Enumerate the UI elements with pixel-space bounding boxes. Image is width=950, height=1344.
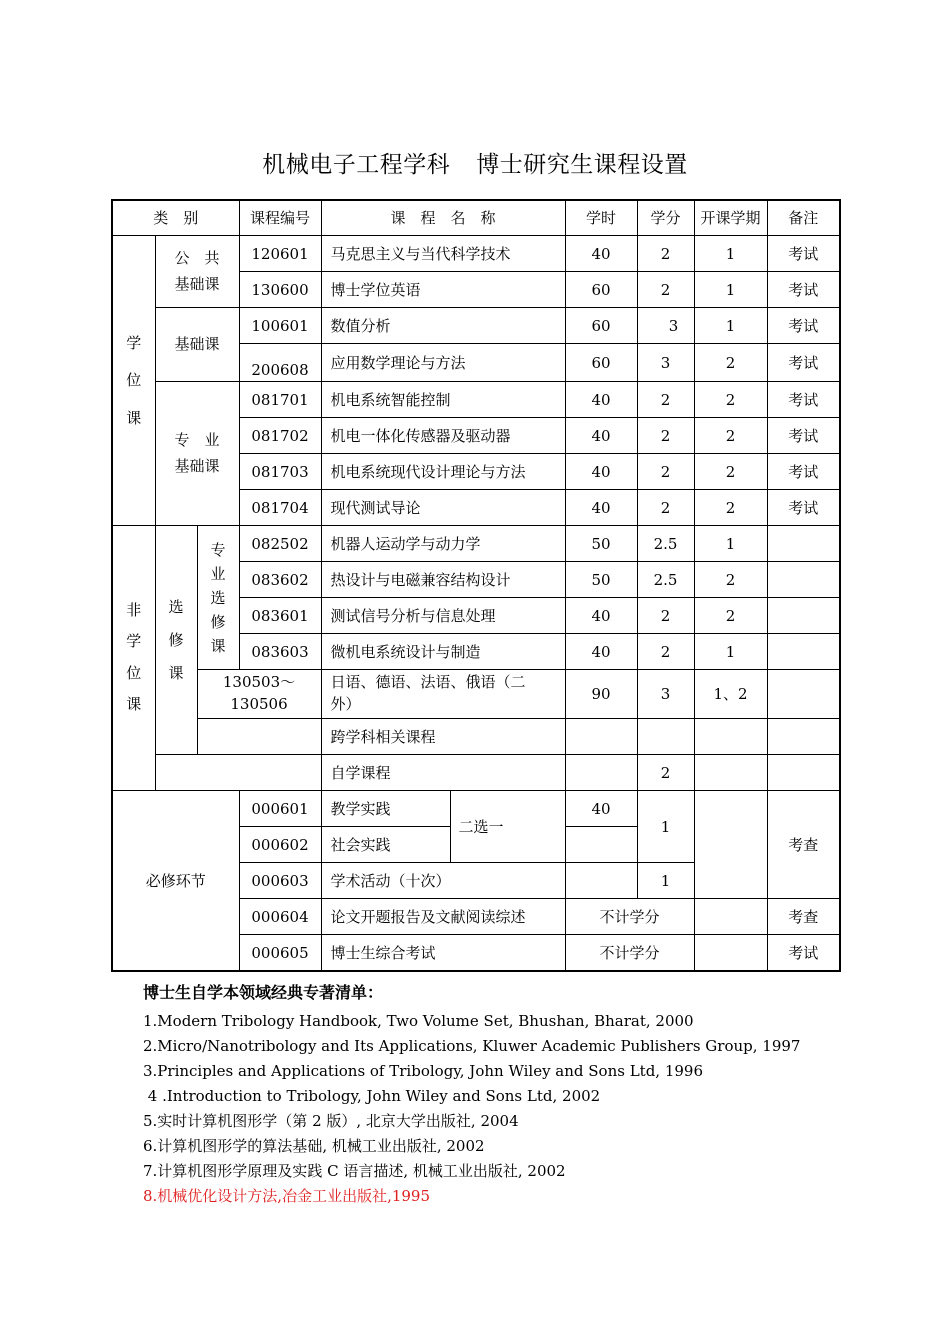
book-list [143,980,903,1209]
course-note: 考试 [767,272,840,308]
course-credits: 3 [637,308,694,344]
course-code: 082502 [239,526,321,562]
course-table [111,199,841,972]
book-item-highlighted: 8.机械优化设计方法,冶金工业出版社,1995 [143,1187,431,1205]
group-major-basic: 专 业 基础课 [155,382,239,526]
book-item: 5.实时计算机图形学（第 2 版）, 北京大学出版社, 2004 [143,1112,519,1130]
course-note: 考试 [767,308,840,344]
course-note: 考查 [767,899,840,935]
course-semester: 1 [694,236,767,272]
course-hours [565,755,637,791]
course-name: 学术活动（十次） [321,863,565,899]
course-note [767,562,840,598]
course-name: 自学课程 [321,755,565,791]
course-semester: 1、2 [694,670,767,719]
group-required: 必修环节 [112,791,239,972]
course-name: 社会实践 [321,827,450,863]
course-code: 083601 [239,598,321,634]
course-note [767,719,840,755]
course-hours: 40 [565,791,637,827]
page-title [0,146,950,179]
course-hours: 40 [565,382,637,418]
course-code: 130600 [239,272,321,308]
course-credits: 2 [637,598,694,634]
course-semester: 2 [694,562,767,598]
course-semester: 2 [694,418,767,454]
course-semester [694,935,767,972]
course-credits: 2 [637,755,694,791]
course-note [767,634,840,670]
table-row [112,236,840,272]
course-hours [565,863,637,899]
course-note: 考试 [767,382,840,418]
course-name: 论文开题报告及文献阅读综述 [321,899,565,935]
course-note: 考试 [767,418,840,454]
header-name: 课 程 名 称 [321,200,565,236]
book-item: 2.Micro/Nanotribology and Its Applications, Kluwer Academic Publishers Group, 1997 [143,1037,801,1055]
group-degree: 学 位 课 [112,236,155,526]
course-name: 机电系统智能控制 [321,382,565,418]
header-row [112,200,840,236]
course-note: 考试 [767,236,840,272]
course-hours: 60 [565,272,637,308]
course-code: 000603 [239,863,321,899]
course-hours: 40 [565,236,637,272]
course-code: 081704 [239,490,321,526]
course-note [767,755,840,791]
course-hours: 40 [565,418,637,454]
course-semester [694,791,767,899]
course-semester: 1 [694,308,767,344]
course-hours: 60 [565,344,637,382]
course-code [155,755,321,791]
course-code: 000601 [239,791,321,827]
choose-one-note: 二选一 [450,791,565,863]
table-row [112,526,840,562]
course-credits: 2 [637,490,694,526]
title-discipline: 机械电子工程学科 [262,152,451,178]
course-hours: 90 [565,670,637,719]
course-credits [637,719,694,755]
course-hours: 40 [565,490,637,526]
course-code: 083602 [239,562,321,598]
course-name: 机电一体化传感器及驱动器 [321,418,565,454]
group-nondegree: 非 学 位 课 [112,526,155,791]
course-credits: 3 [637,670,694,719]
header-code: 课程编号 [239,200,321,236]
course-semester [694,899,767,935]
course-semester: 1 [694,526,767,562]
course-code: 081702 [239,418,321,454]
group-public-basic: 公 共 基础课 [155,236,239,308]
course-hours: 40 [565,598,637,634]
header-note: 备注 [767,200,840,236]
course-name: 日语、德语、法语、俄语（二 外） [321,670,565,719]
course-code: 000605 [239,935,321,972]
course-credits: 2 [637,236,694,272]
course-credits: 不计学分 [565,899,694,935]
book-item: 1.Modern Tribology Handbook, Two Volume Set, Bhushan, Bharat, 2000 [143,1012,694,1030]
course-code: 100601 [239,308,321,344]
course-name: 跨学科相关课程 [321,719,565,755]
course-semester: 1 [694,272,767,308]
table-row [112,670,840,719]
course-credits: 不计学分 [565,935,694,972]
course-hours [565,827,637,863]
course-note: 考查 [767,791,840,899]
course-code: 083603 [239,634,321,670]
title-program: 博士研究生课程设置 [476,152,688,178]
table-row [112,755,840,791]
course-credits: 2 [637,454,694,490]
book-item: 6.计算机图形学的算法基础, 机械工业出版社, 2002 [143,1137,485,1155]
header-credits: 学分 [637,200,694,236]
course-hours: 50 [565,562,637,598]
course-name: 博士学位英语 [321,272,565,308]
group-elective: 选 修 课 [155,526,197,755]
course-credits: 2 [637,382,694,418]
group-major-elective: 专 业 选 修 课 [197,526,239,670]
course-name: 教学实践 [321,791,450,827]
header-semester: 开课学期 [694,200,767,236]
table-row [112,308,840,344]
course-name: 博士生综合考试 [321,935,565,972]
course-hours [565,719,637,755]
course-code: 130503～ 130506 [197,670,321,719]
course-code: 081703 [239,454,321,490]
course-hours: 60 [565,308,637,344]
course-note: 考试 [767,454,840,490]
course-semester: 2 [694,454,767,490]
course-note [767,598,840,634]
course-name: 热设计与电磁兼容结构设计 [321,562,565,598]
course-name: 马克思主义与当代科学技术 [321,236,565,272]
course-note [767,670,840,719]
course-name: 机器人运动学与动力学 [321,526,565,562]
course-semester: 2 [694,344,767,382]
table-row [112,791,840,827]
book-item: 3.Principles and Applications of Tribology, John Wiley and Sons Ltd, 1996 [143,1062,704,1080]
course-name: 数值分析 [321,308,565,344]
course-code: 000602 [239,827,321,863]
course-code [197,719,321,755]
table-row [112,382,840,418]
course-note: 考试 [767,490,840,526]
header-hours: 学时 [565,200,637,236]
course-note: 考试 [767,935,840,972]
course-semester: 1 [694,634,767,670]
course-code: 000604 [239,899,321,935]
course-hours: 50 [565,526,637,562]
table-row [112,719,840,755]
group-basic: 基础课 [155,308,239,382]
course-note [767,526,840,562]
book-item: 4 .Introduction to Tribology, John Wiley and Sons Ltd, 2002 [143,1087,601,1105]
course-credits: 3 [637,344,694,382]
course-credits: 1 [637,791,694,863]
course-note: 考试 [767,344,840,382]
course-semester: 2 [694,598,767,634]
course-name: 应用数学理论与方法 [321,344,565,382]
course-credits: 1 [637,863,694,899]
course-code: 081701 [239,382,321,418]
header-category: 类 别 [112,200,239,236]
course-semester: 2 [694,490,767,526]
course-code: 200608 [239,344,321,382]
course-credits: 2.5 [637,526,694,562]
course-semester: 2 [694,382,767,418]
course-credits: 2 [637,418,694,454]
course-credits: 2.5 [637,562,694,598]
course-name: 微机电系统设计与制造 [321,634,565,670]
course-credits: 2 [637,272,694,308]
course-name: 测试信号分析与信息处理 [321,598,565,634]
course-hours: 40 [565,634,637,670]
course-credits: 2 [637,634,694,670]
course-name: 机电系统现代设计理论与方法 [321,454,565,490]
course-name: 现代测试导论 [321,490,565,526]
course-semester [694,755,767,791]
course-code: 120601 [239,236,321,272]
course-hours: 40 [565,454,637,490]
book-list-heading: 博士生自学本领域经典专著清单： [143,983,384,1002]
book-item: 7.计算机图形学原理及实践 C 语言描述, 机械工业出版社, 2002 [143,1162,566,1180]
course-semester [694,719,767,755]
